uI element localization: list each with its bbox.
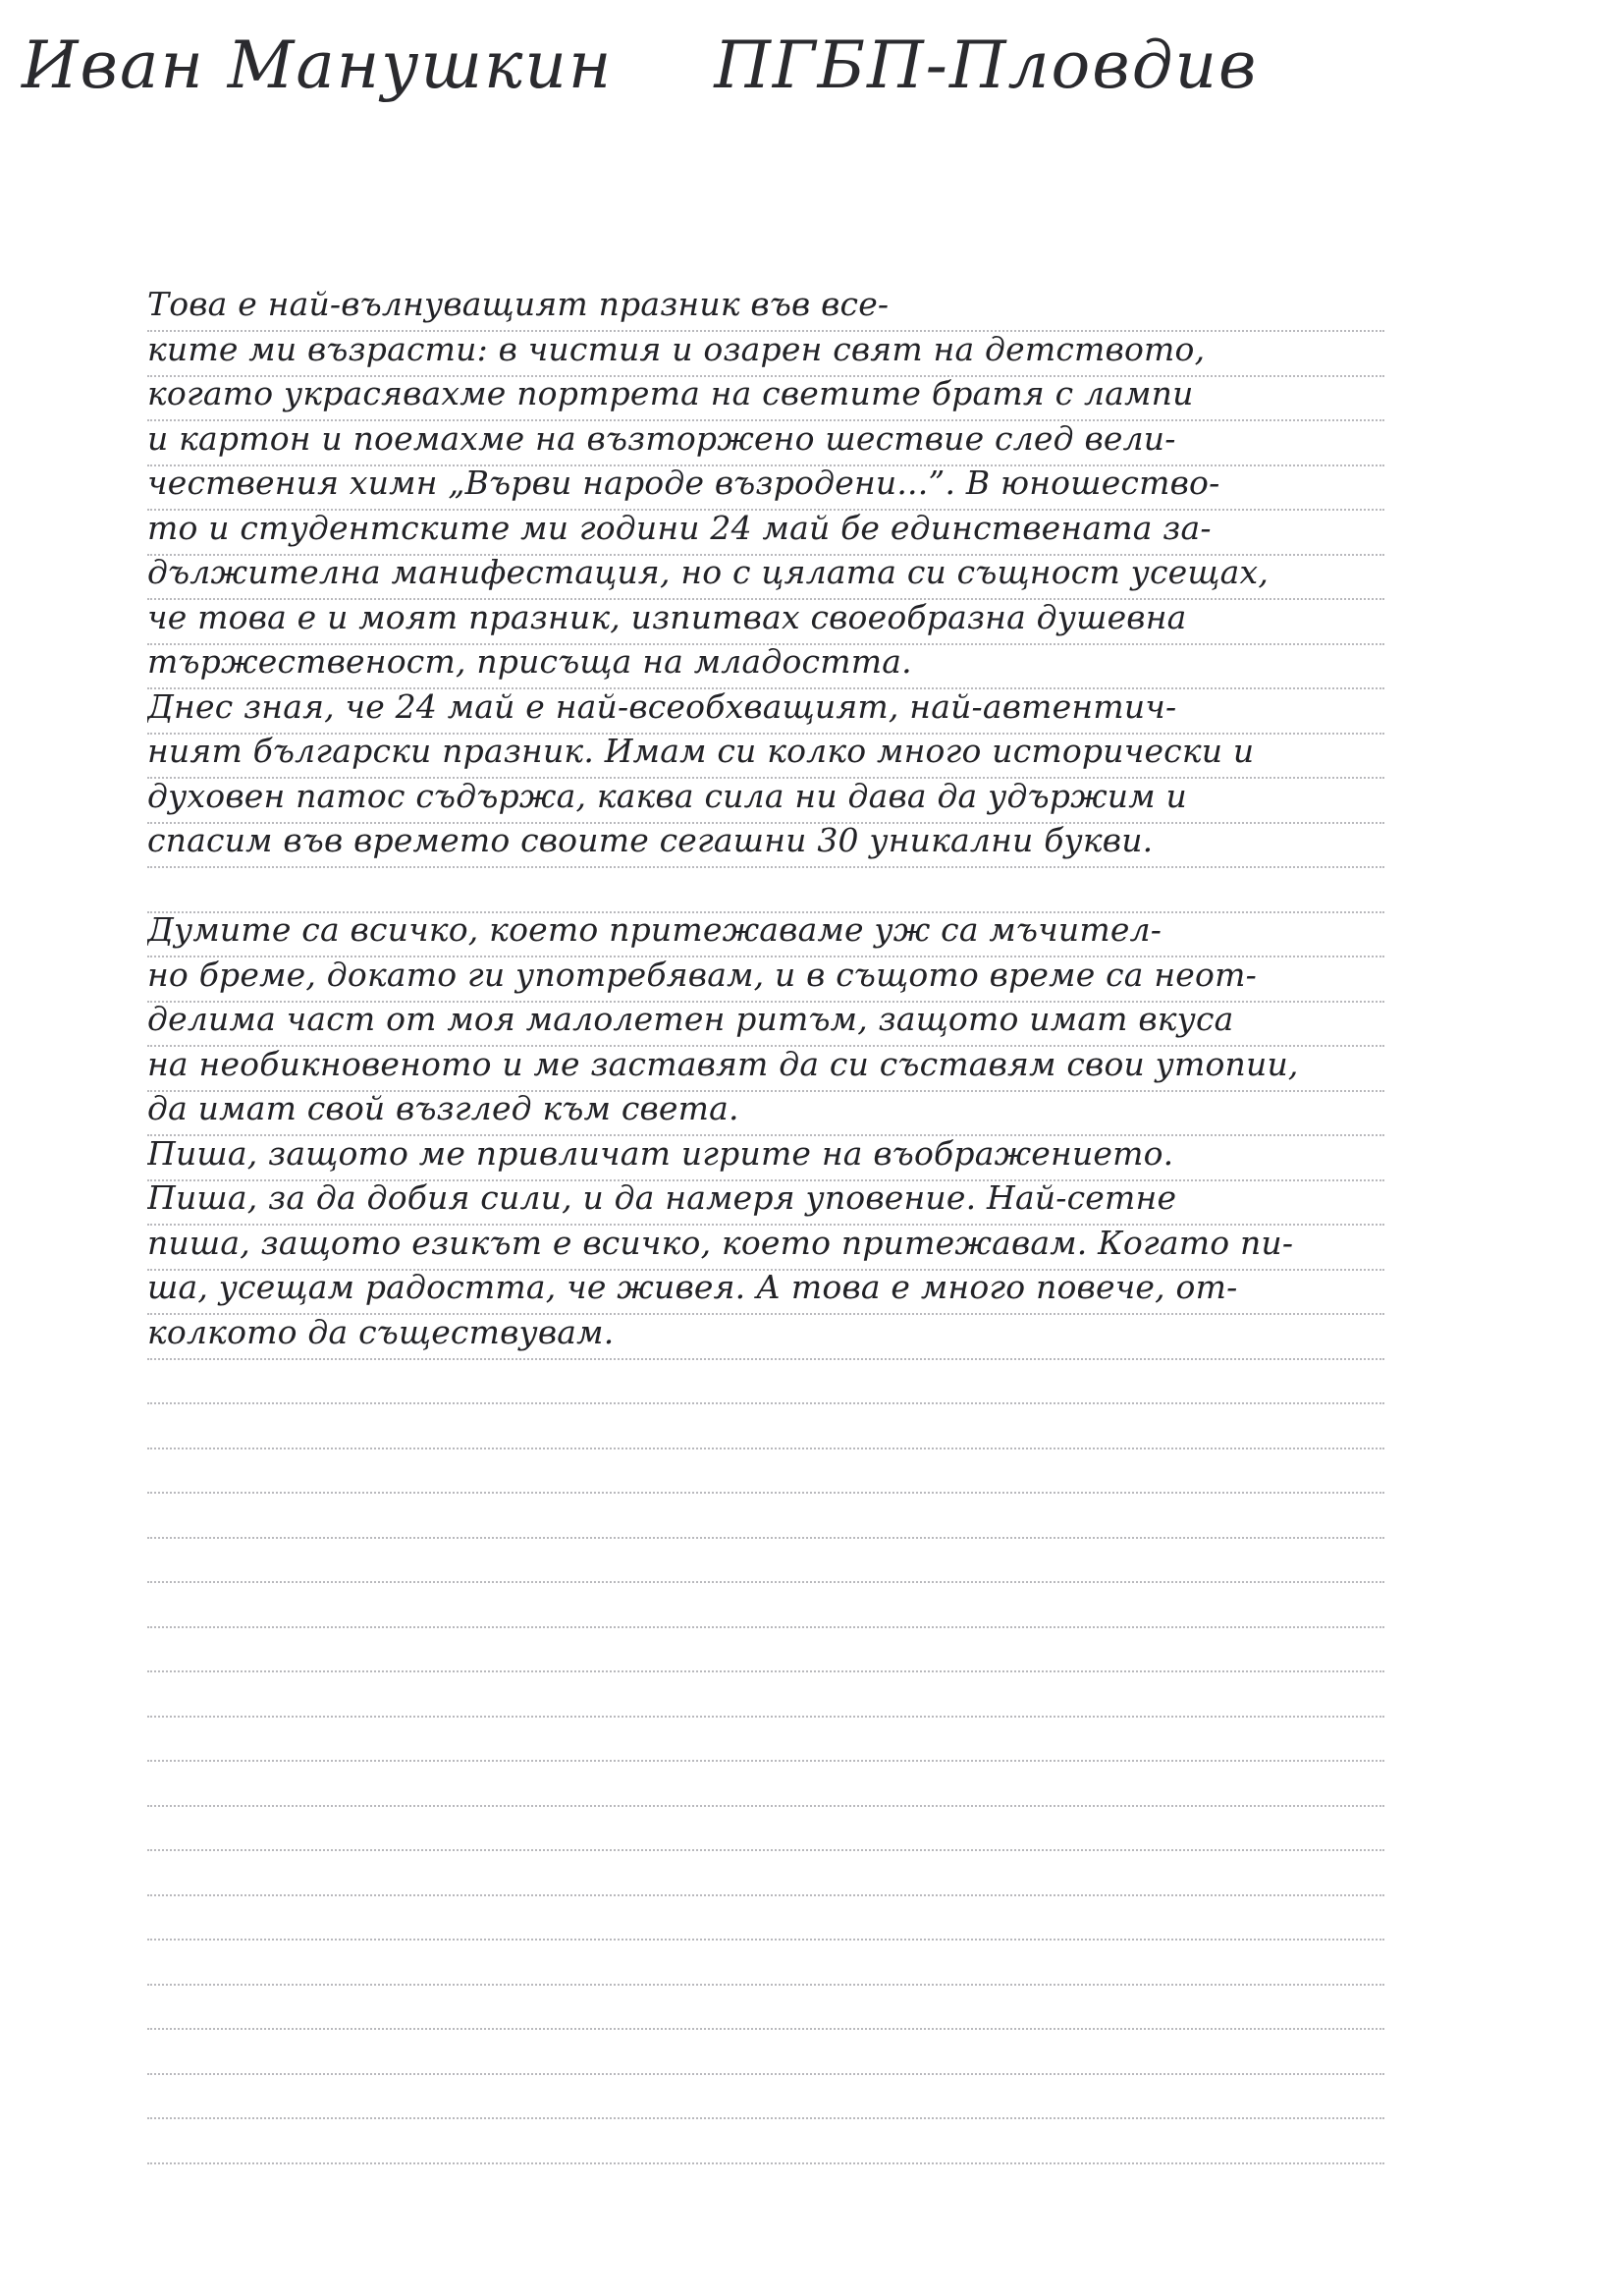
ruled-line	[147, 2028, 1384, 2030]
essay-line: Думите са всичко, което притежаваме уж са мъчител-	[147, 910, 1162, 949]
ruled-line	[147, 1537, 1384, 1539]
ruled-line	[147, 1849, 1384, 1851]
essay-line: Това е най-вълнуващият празник във все-	[147, 285, 890, 323]
essay-line: духовен патос съдържа, каква сила ни дава да удържим и	[147, 777, 1187, 815]
ruled-line	[147, 1402, 1384, 1404]
essay-line: делима част от моя малолетен ритъм, защото имат вкуса	[147, 1000, 1234, 1038]
essay-line: ките ми възрасти: в чистия и озарен свят на детството,	[147, 330, 1206, 368]
ruled-line	[147, 1358, 1384, 1360]
essay-line: да имат свой възглед към света.	[147, 1089, 739, 1127]
essay-line: ният български празник. Имам си колко много исторически и	[147, 732, 1255, 770]
ruled-line	[147, 1939, 1384, 1941]
ruled-line	[147, 1894, 1384, 1896]
essay-line: че това е и моят празник, изпитвах своеобразна душевна	[147, 598, 1187, 636]
ruled-line	[147, 1492, 1384, 1494]
page-header	[22, 27, 1258, 103]
school-name: ПГБП-Пловдив	[714, 27, 1259, 103]
ruled-line	[147, 1448, 1384, 1449]
author-name: Иван Манушкин	[22, 27, 614, 103]
ruled-line	[147, 2162, 1384, 2164]
ruled-line	[147, 1805, 1384, 1807]
essay-line: Днес зная, че 24 май е най-всеобхващият, най-автентич-	[147, 687, 1177, 726]
ruled-line	[147, 1716, 1384, 1718]
ruled-line	[147, 1670, 1384, 1672]
ruled-line	[147, 1581, 1384, 1583]
ruled-line	[147, 1984, 1384, 1986]
ruled-line	[147, 1626, 1384, 1628]
essay-line: пиша, защото езикът е всичко, което притежавам. Когато пи-	[147, 1224, 1294, 1262]
ruled-line	[147, 2117, 1384, 2119]
ruled-line	[147, 1760, 1384, 1762]
essay-line: тържественост, присъща на младостта.	[147, 642, 912, 681]
essay-line: но бреме, докато ги употребявам, и в същото време са неот-	[147, 956, 1257, 994]
essay-line: и картон и поемахме на възторжено шествие след вели-	[147, 419, 1176, 458]
essay-line: ша, усещам радостта, че живея. А това е много повече, от-	[147, 1268, 1238, 1306]
essay-line	[147, 866, 1384, 905]
essay-line: Пиша, за да добия сили, и да намеря уповение. Най-сетне	[147, 1178, 1177, 1217]
essay-line: на необикновеното и ме заставят да си съставям свои утопии,	[147, 1045, 1299, 1083]
essay-line: когато украсявахме портрета на светите братя с лампи	[147, 374, 1194, 412]
essay-line: то и студентските ми години 24 май бе единствената за-	[147, 509, 1212, 547]
ruled-line	[147, 2073, 1384, 2075]
essay-line: Пиша, защото ме привличат игрите на въображението.	[147, 1134, 1174, 1173]
essay-line: дължителна манифестация, но с цялата си същност усещах,	[147, 553, 1270, 591]
essay-line: спасим във времето своите сегашни 30 уникални букви.	[147, 821, 1154, 859]
essay-line: чествения химн „Върви народе възродени...”. В юношество-	[147, 464, 1220, 502]
essay-line: колкото да съществувам.	[147, 1313, 615, 1351]
